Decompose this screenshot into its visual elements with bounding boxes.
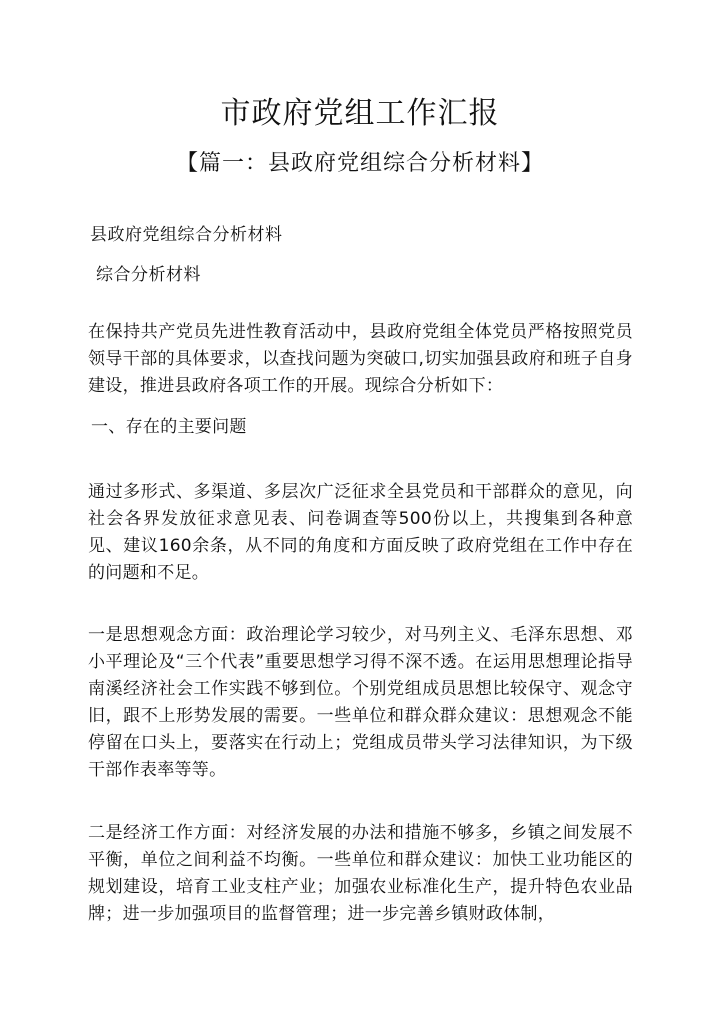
section-heading: 县政府党组综合分析材料	[90, 225, 283, 245]
paragraph-heading-problems: 一、存在的主要问题	[91, 417, 247, 437]
paragraph-economy: 二是经济工作方面：对经济发展的办法和措施不够多，乡镇之间发展不平衡，单位之间利益不均衡。一些单位和群众建议：加快工业功能区的规划建设，培育工业支柱产业；加强农业标准化生产，提升特色农业品牌；进一步加强项目的监督管理；进一步完善乡镇财政体制，	[88, 823, 633, 924]
document-title: 市政府党组工作汇报	[220, 96, 500, 131]
section-subheading: 综合分析材料	[96, 265, 201, 285]
paragraph-intro: 在保持共产党员先进性教育活动中，县政府党组全体党员严格按照党员领导干部的具体要求，以查找问题为突破口,切实加强县政府和班子自身建设，推进县政府各项工作的开展。现综合分析如下：	[88, 322, 633, 396]
paragraph-ideology: 一是思想观念方面：政治理论学习较少，对马列主义、毛泽东思想、邓小平理论及“三个代表”重要思想学习得不深不透。在运用思想理论指导南溪经济社会工作实践不够到位。个别党组成员思想比较保守、观念守旧，跟不上形势发展的需要。一些单位和群众群众建议：思想观念不能停留在口头上，要落实在行动上；党组成员带头学习法律知识，为下级干部作表率等等。	[88, 625, 633, 780]
document-subtitle: 【篇一：县政府党组综合分析材料】	[175, 151, 544, 176]
paragraph-survey: 通过多形式、多渠道、多层次广泛征求全县党员和干部群众的意见，向社会各界发放征求意见表、问卷调查等500份以上，共搜集到各种意见、建议160余条，从不同的角度和方面反映了政府党组在工作中存在的问题和不足。	[88, 482, 633, 583]
